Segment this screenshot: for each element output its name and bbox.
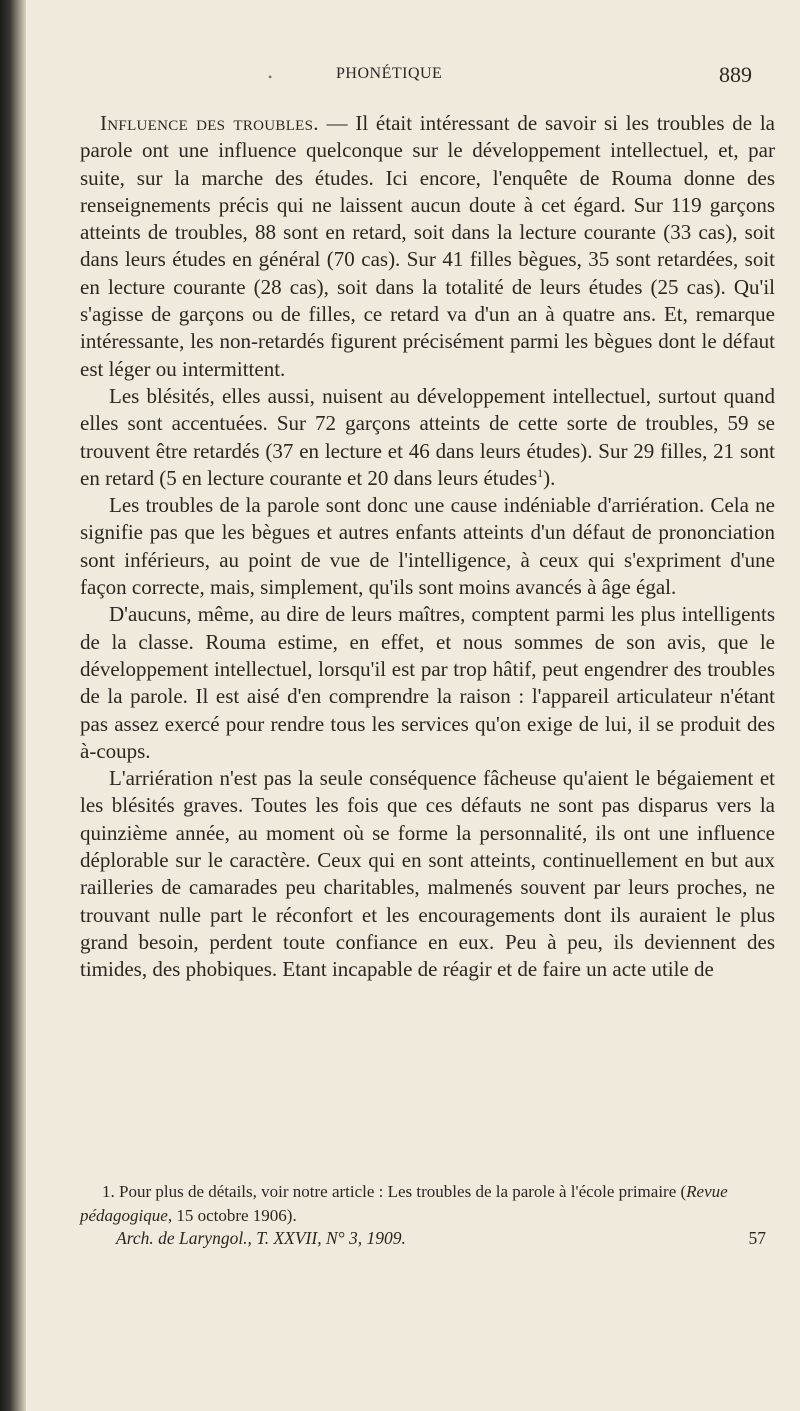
sheet-number: 57 [748,1228,766,1248]
page-number: 889 [719,62,752,87]
footnote-journal: Revue pédagogique [80,1182,728,1225]
book-page [26,0,800,1411]
running-header [26,62,800,92]
footnote [80,1180,775,1228]
paragraph-consequence [80,765,775,983]
footnote-text: Pour plus de détails, voir notre article : Les troubles de la parole à l'école primaire ( [114,1182,687,1201]
paragraph-tail: ). [543,465,556,490]
running-title: PHONÉTIQUE [336,65,443,82]
printer-signature-line [116,1228,766,1254]
paragraph-arrieration [80,492,775,601]
paragraph-text: — Il était intéressant de savoir si les troubles de la parole ont une influence quelconque sur le développement intellectuel, et, par suite, sur la marche des études. Ici encore, l'enquête de Rouma donne des renseignements précis qui ne laissent aucun doute à cet égard. Sur 119 garçons atteints de troubles, 88 sont en retard, soit dans la lecture courante (33 cas), soit dans leurs études en général (70 cas). Sur 41 filles bègues, 35 sont retardées, soit en lecture courante (28 cas), soit dans la totalité de leurs études (25 cas). Qu'il s'agisse de garçons ou de filles, ce retard va d'un an à quatre ans. Et, remarque intéressante, les non-retardés figurent précisément parmi les bègues dont le défaut est léger ou intermittent. [80,111,775,381]
section-lead: Influence des troubles. [100,111,319,135]
paragraph-aucuns [80,601,775,765]
journal-citation: Arch. de Laryngol., T. XXVII, N° 3, 1909. [116,1228,406,1248]
paragraph-text: Les blésités, elles aussi, nuisent au développement intellectuel, surtout quand elles sont accentuées. Sur 72 garçons atteints de cette sorte de troubles, 59 se trouvent être retardés (37 en lecture et 46 dans leurs études). Sur 29 filles, 21 sont en retard (5 en lecture courante et 20 dans leurs études [80,383,775,490]
paragraph-text: L'arriération n'est pas la seule conséquence fâcheuse qu'aient le bégaiement et les blésités graves. Toutes les fois que ces défauts ne sont pas disparus vers la quinzième année, au moment où se forme la personnalité, ils ont une influence déplorable sur le caractère. Ceux qui en sont atteints, continuellement en but aux railleries de camarades peu charitables, malmenés souvent par leurs proches, ne trouvant nulle part le réconfort et les encouragements dont ils auraient le plus grand besoin, perdent toute confiance en eux. Peu à peu, ils deviennent des timides, des phobiques. Etant incapable de réagir et de faire un acte utile de [80,766,775,982]
paragraph-text: D'aucuns, même, au dire de leurs maîtres, comptent parmi les plus intelligents de la classe. Rouma estime, en effet, et nous sommes de son avis, que le développement intellectuel, lorsqu'il est par trop hâtif, peut engendrer des troubles de la parole. Il est aisé d'en comprendre la raison : l'appareil articulateur n'étant pas assez exercé pour rendre tous les services qu'on exige de lui, il se produit des à-coups. [80,602,775,763]
paragraph-influence [80,110,775,383]
footnote-tail: , 15 octobre 1906). [167,1206,297,1225]
print-dot-mark: • [268,70,273,84]
paragraph-blesites [80,383,775,492]
body-text [80,110,775,984]
book-binding-shadow [0,0,26,1411]
paragraph-text: Les troubles de la parole sont donc une cause indéniable d'arriération. Cela ne signifie pas que les bègues et autres enfants atteints d'un défaut de prononciation sont inférieurs, au point de vue de l'intelligence, à ceux qui s'expriment d'une façon correcte, mais, simplement, qu'ils sont moins avancés à âge égal. [80,493,775,600]
footnote-number: 1. [102,1182,115,1201]
footnote-reference: 1 [537,465,544,480]
